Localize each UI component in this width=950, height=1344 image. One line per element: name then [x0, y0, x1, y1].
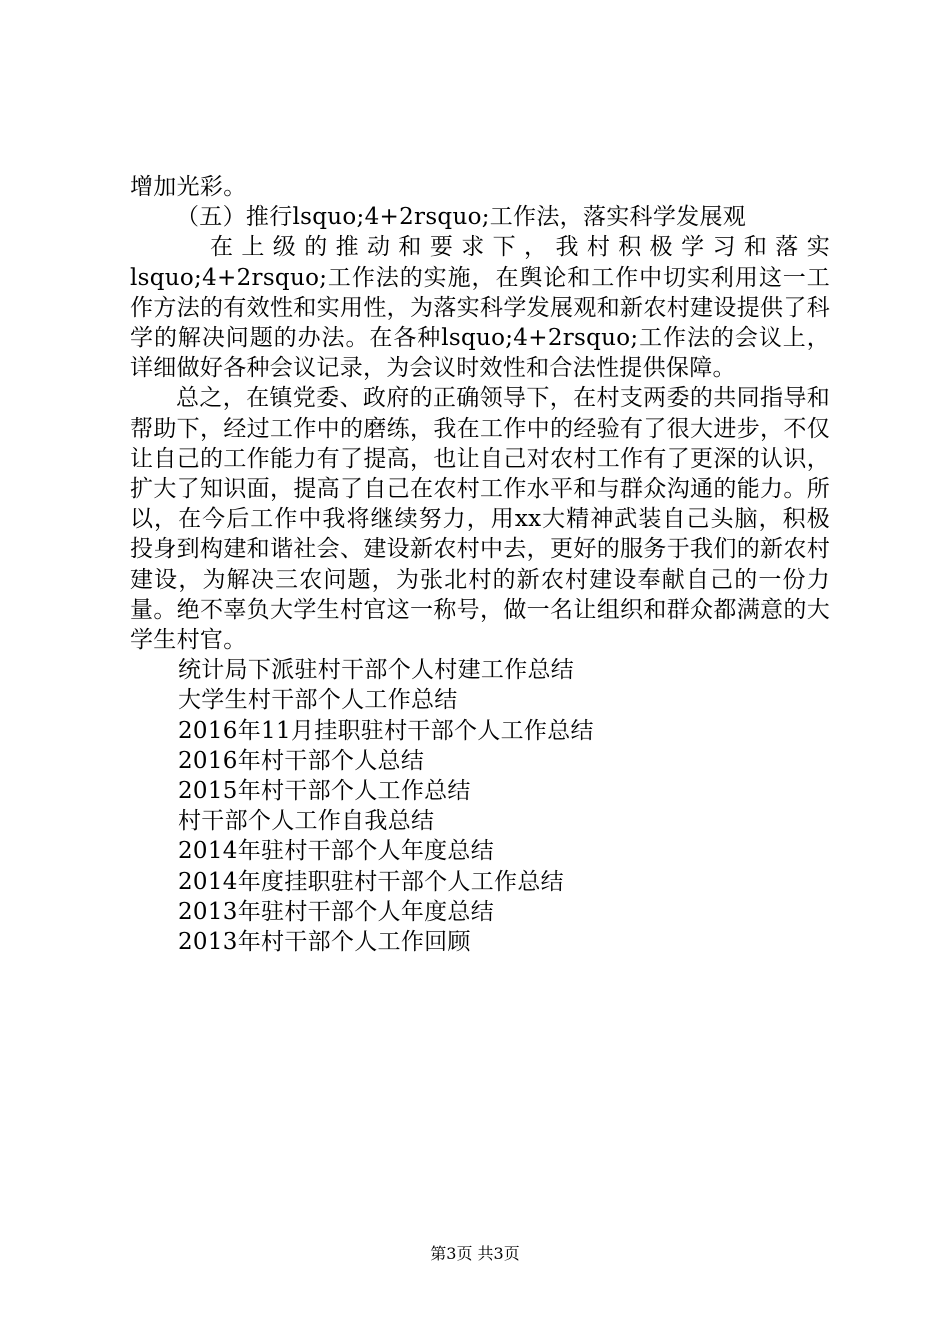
paragraph-summary: 总之，在镇党委、政府的正确领导下，在村支两委的共同指导和帮助下，经过工作中的磨练，我在工作中的经验有了很大进步，不仅让自己的工作能力有了提高，也让自己对农村工作有了更深的认识，扩大了知识面，提高了自己在农村工作水平和与群众沟通的能力。所以，在今后工作中我将继续努力，用xx大精神武装自己头脑，积极投身到构建和谐社会、建设新农村中去，更好的服务于我们的新农村建设，为解决三农问题，为张北村的新农村建设奉献自己的一份力量。绝不辜负大学生村官这一称号，做一名让组织和群众都满意的大学生村官。	[130, 385, 830, 654]
paragraph-ending: 增加光彩。	[130, 174, 247, 200]
related-article-link[interactable]: 统计局下派驻村干部个人村建工作总结	[178, 657, 575, 684]
related-article-link[interactable]: 大学生村干部个人工作总结	[178, 687, 458, 714]
related-article-link[interactable]: 2013年驻村干部个人年度总结	[178, 898, 495, 925]
related-article-link[interactable]: 村干部个人工作自我总结	[178, 808, 435, 835]
section-heading-five: （五）推行lsquo;4+2rsquo;工作法，落实科学发展观	[176, 204, 747, 231]
related-articles-list	[130, 655, 830, 957]
related-article-link[interactable]: 2013年村干部个人工作回顾	[178, 929, 471, 956]
paragraph-work-method: 在上级的推动和要求下，我村积极学习和落实lsquo;4+2rsquo;工作法的实施，在舆论和工作中切实利用这一工作方法的有效性和实用性，为落实科学发展观和新农村建设提供了科学的解决问题的办法。在各种lsquo;4+2rsquo;工作法的会议上，详细做好各种会议记录，为会议时效性和合法性提供保障。	[130, 234, 830, 382]
page-footer: 第3页 共3页	[430, 1244, 520, 1263]
related-article-link[interactable]: 2016年11月挂职驻村干部个人工作总结	[178, 717, 594, 744]
related-article-link[interactable]: 2016年村干部个人总结	[178, 747, 425, 774]
related-article-link[interactable]: 2014年驻村干部个人年度总结	[178, 838, 495, 865]
document-body	[130, 172, 830, 957]
related-article-link[interactable]: 2015年村干部个人工作总结	[178, 778, 471, 805]
related-article-link[interactable]: 2014年度挂职驻村干部个人工作总结	[178, 868, 564, 895]
